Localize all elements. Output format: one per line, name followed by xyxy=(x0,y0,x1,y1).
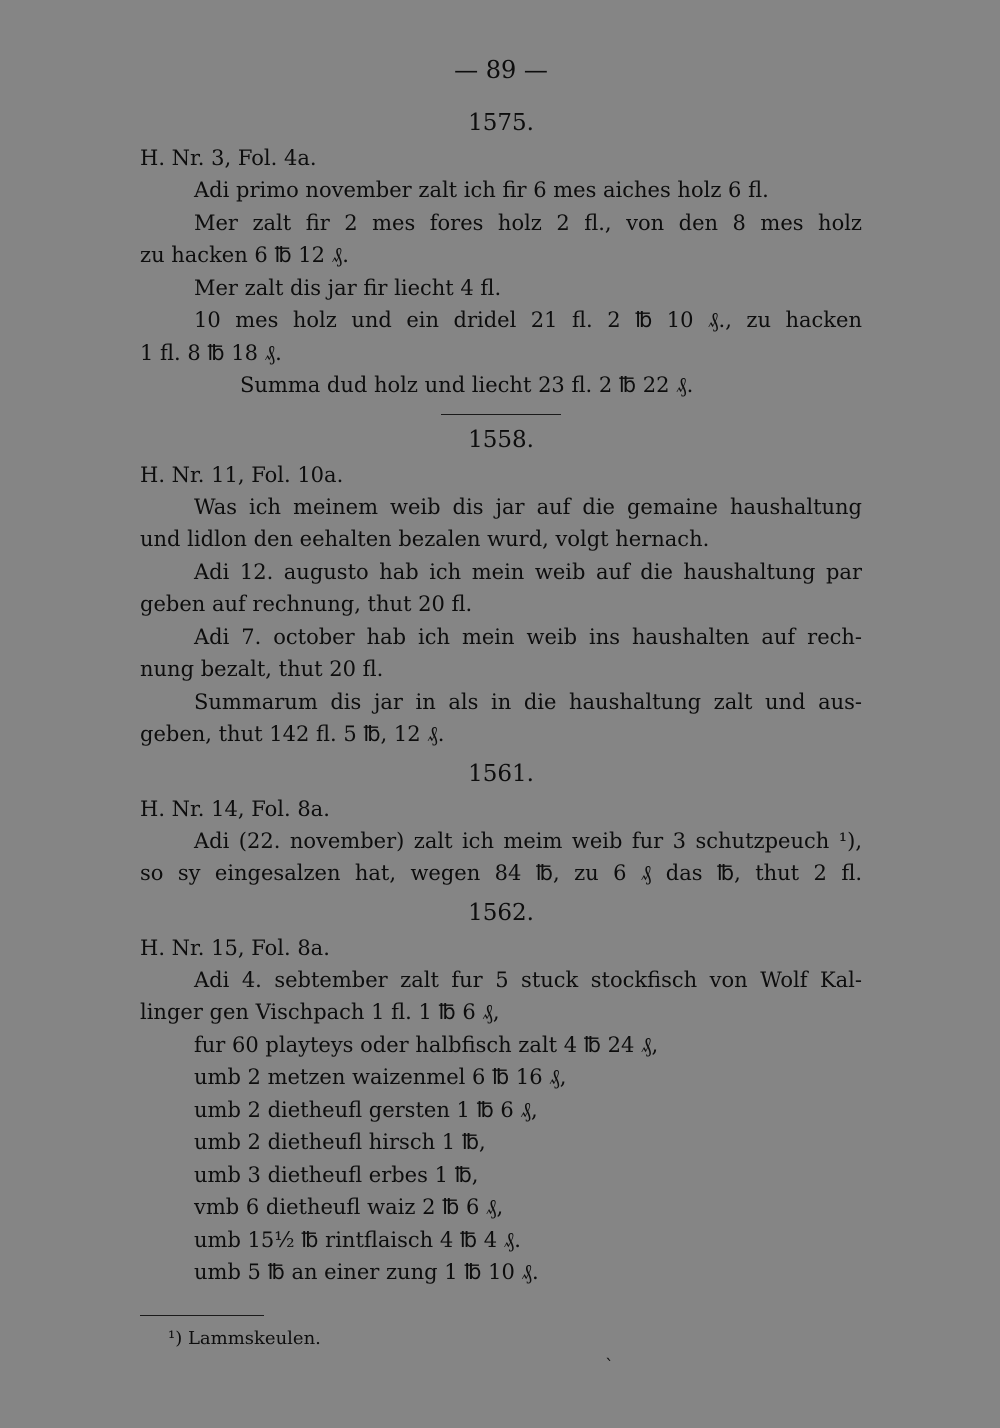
entry-reference: H. Nr. 3, Fol. 4a. xyxy=(140,146,317,170)
entry-reference: H. Nr. 11, Fol. 10a. xyxy=(140,462,344,487)
text-line: Mer zalt dis jar fir liecht 4 fl. xyxy=(194,275,502,300)
text-line: Adi 4. sebtember zalt fur 5 stuck stockfisch von Wolf Kal- xyxy=(194,967,862,992)
footnote: ¹) Lammskeulen. xyxy=(168,1328,321,1349)
text-line: fur 60 playteys oder halbfisch zalt 4 ℔ 24 ₰, xyxy=(194,1032,659,1057)
section-divider xyxy=(441,414,561,415)
text-line: umb 2 dietheufl hirsch 1 ℔, xyxy=(194,1130,486,1154)
text-line: Adi 12. augusto hab ich mein weib auf die haushaltung par xyxy=(194,559,862,584)
entry-section xyxy=(140,110,862,415)
text-line: umb 15½ ℔ rintflaisch 4 ℔ 4 ₰. xyxy=(194,1227,521,1252)
entry-section xyxy=(140,900,862,1289)
text-line: 1 fl. 8 ℔ 18 ₰. xyxy=(140,340,282,365)
text-line: vmb 6 dietheufl waiz 2 ℔ 6 ₰, xyxy=(194,1195,504,1219)
text-line: umb 2 metzen waizenmel 6 ℔ 16 ₰, xyxy=(194,1065,567,1089)
footnote-divider xyxy=(140,1315,264,1317)
entry-year: 1561. xyxy=(468,760,534,787)
text-line: umb 5 ℔ an einer zung 1 ℔ 10 ₰. xyxy=(194,1260,539,1284)
text-line: geben auf rechnung, thut 20 fl. xyxy=(140,592,473,616)
text-line: linger gen Vischpach 1 fl. 1 ℔ 6 ₰, xyxy=(140,1000,500,1024)
text-line: Adi primo november zalt ich fir 6 mes aiches holz 6 fl. xyxy=(194,178,769,202)
entry-year: 1575. xyxy=(468,110,534,136)
text-line: so sy eingesalzen hat, wegen 84 ℔, zu 6 ₰ das ℔, thut 2 fl. xyxy=(140,861,862,885)
text-line: und lidlon den eehalten bezalen wurd, volgt hernach. xyxy=(140,527,710,551)
text-line: Adi (22. november) zalt ich meim weib fur 3 schutzpeuch ¹), xyxy=(194,828,862,853)
entry-year: 1558. xyxy=(468,426,534,453)
entry-section xyxy=(140,761,862,890)
text-line: umb 3 dietheufl erbes 1 ℔, xyxy=(194,1162,479,1187)
text-line: geben, thut 142 fl. 5 ℔, 12 ₰. xyxy=(140,722,445,746)
text-line: Mer zalt fir 2 mes fores holz 2 fl., von den 8 mes holz xyxy=(194,210,862,235)
text-line: Summarum dis jar in als in die haushaltung zalt und aus- xyxy=(194,689,862,714)
stray-mark: ˋ xyxy=(605,1356,614,1377)
text-line: Was ich meinem weib dis jar auf die gemaine haushaltung xyxy=(194,494,862,519)
text-line: nung bezalt, thut 20 fl. xyxy=(140,657,384,681)
document-body xyxy=(140,110,862,1289)
page-number: — 89 — xyxy=(454,56,548,84)
entry-section xyxy=(140,427,862,751)
text-line: Summa dud holz und liecht 23 fl. 2 ℔ 22 ₰. xyxy=(240,373,694,397)
entry-reference: H. Nr. 15, Fol. 8a. xyxy=(140,935,330,960)
text-line: zu hacken 6 ℔ 12 ₰. xyxy=(140,243,349,267)
entry-year: 1562. xyxy=(468,899,534,926)
text-line: Adi 7. october hab ich mein weib ins haushalten auf rech- xyxy=(194,624,862,649)
text-line: umb 2 dietheufl gersten 1 ℔ 6 ₰, xyxy=(194,1097,538,1122)
text-line: 10 mes holz und ein dridel 21 fl. 2 ℔ 10 ₰., zu hacken xyxy=(194,308,862,332)
entry-reference: H. Nr. 14, Fol. 8a. xyxy=(140,796,330,821)
